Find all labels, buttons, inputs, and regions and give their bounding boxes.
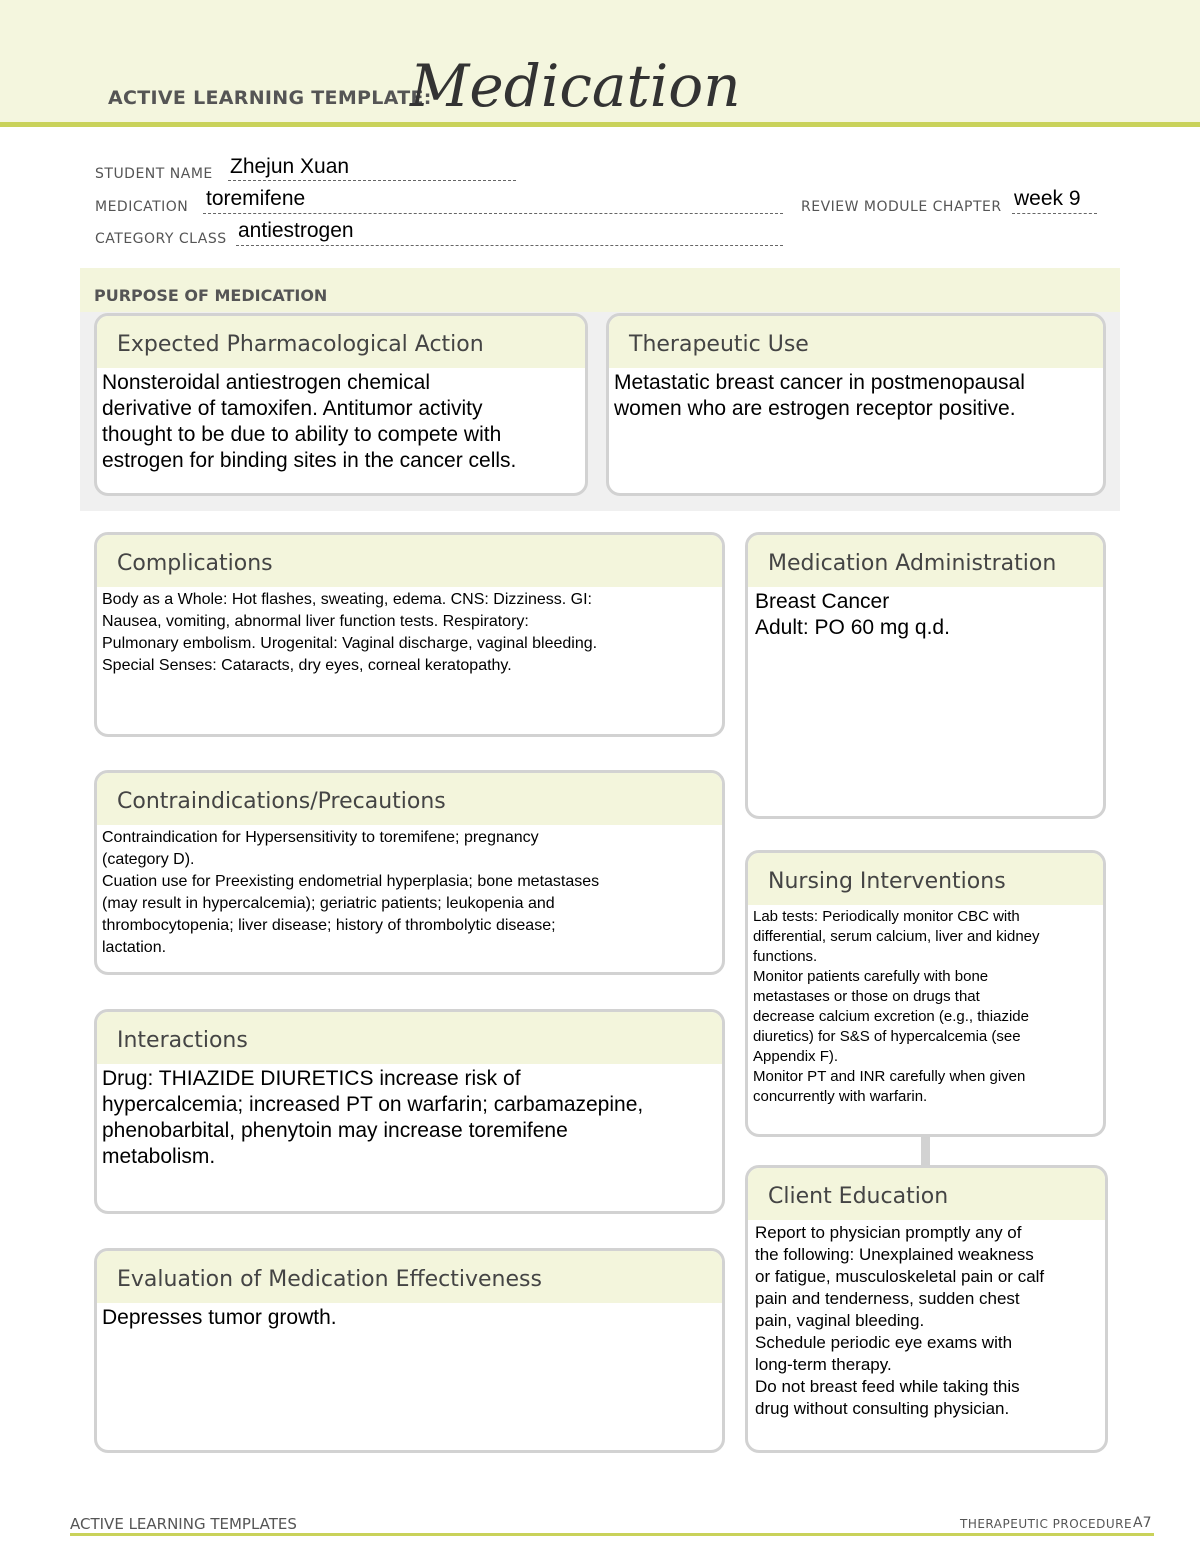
therapeutic-use-text[interactable]: Metastatic breast cancer in postmenopausal women who are estrogen receptor positive. (614, 371, 1025, 420)
complications-text[interactable]: Body as a Whole: Hot flashes, sweating, edema. CNS: Dizziness. GI: Nausea, vomiting, abnormal liver function tests. Respiratory: Pulmonary embolism. Urogenital: Vaginal discharge, vaginal bleeding. Special Senses: Cataracts, dry eyes, corneal keratopathy. (102, 591, 598, 674)
category-class-label: CATEGORY CLASS (95, 231, 227, 247)
nursing-interventions-box (745, 850, 1106, 1137)
administration-text[interactable]: Breast Cancer Adult: PO 60 mg q.d. (755, 590, 950, 639)
interactions-box (94, 1009, 725, 1214)
expected-action-header (97, 316, 585, 368)
review-module-label: REVIEW MODULE CHAPTER (801, 199, 1002, 215)
evaluation-title: Evaluation of Medication Effectiveness (117, 1267, 542, 1292)
footer-left: ACTIVE LEARNING TEMPLATES (70, 1515, 297, 1533)
purpose-title: PURPOSE OF MEDICATION (94, 286, 328, 305)
client-education-title: Client Education (768, 1184, 949, 1209)
medication-line (203, 213, 783, 214)
nursing-interventions-text[interactable]: Lab tests: Periodically monitor CBC with differential, serum calcium, liver and kidney functions. Monitor patients carefully with bone metastases or those on drugs that decrease calcium excretion (e.g., thiazide diuretics) for S&S of hypercalcemia (see Appendix F). Monitor PT and INR carefully when given concurrently with warfarin. (753, 908, 1040, 1105)
category-class-field[interactable]: antiestrogen (238, 219, 354, 242)
contraindications-header (97, 773, 722, 825)
complications-box (94, 532, 725, 737)
medication-field[interactable]: toremifene (206, 187, 306, 210)
expected-action-box (94, 313, 588, 496)
page-number: A7 (1133, 1515, 1152, 1531)
contraindications-box (94, 770, 725, 975)
interactions-header (97, 1012, 722, 1064)
therapeutic-use-title: Therapeutic Use (629, 332, 809, 357)
student-name-field[interactable]: Zhejun Xuan (230, 155, 350, 178)
nursing-interventions-title: Nursing Interventions (768, 869, 1006, 894)
contraindications-title: Contraindications/Precautions (117, 789, 446, 814)
footer-rule (70, 1533, 1154, 1536)
medication-label: MEDICATION (95, 199, 189, 215)
complications-header (97, 535, 722, 587)
evaluation-header (97, 1251, 722, 1303)
complications-title: Complications (117, 551, 273, 576)
client-education-box (745, 1165, 1108, 1453)
client-education-header (748, 1168, 1105, 1220)
expected-action-text[interactable]: Nonsteroidal antiestrogen chemical derivative of tamoxifen. Antitumor activity thought to be due to ability to compete with estrogen for binding sites in the cancer cells. (102, 371, 517, 472)
client-education-text[interactable]: Report to physician promptly any of the following: Unexplained weakness or fatigue, musculoskeletal pain or calf pain and tenderness, sudden chest pain, vaginal bleeding. Schedule periodic eye exams with long-term therapy. Do not breast feed while taking this drug without consulting physician. (755, 1223, 1045, 1418)
student-name-label: STUDENT NAME (95, 166, 213, 182)
administration-box (745, 532, 1106, 819)
student-name-line (228, 180, 516, 181)
footer-right: THERAPEUTIC PROCEDURE (960, 1517, 1133, 1531)
header-rule (0, 122, 1200, 127)
nursing-interventions-header (748, 853, 1103, 905)
administration-title: Medication Administration (768, 551, 1057, 576)
expected-action-title: Expected Pharmacological Action (117, 332, 484, 357)
evaluation-text[interactable]: Depresses tumor growth. (102, 1306, 337, 1329)
interactions-title: Interactions (117, 1028, 248, 1053)
therapeutic-use-box (606, 313, 1106, 496)
category-class-line (236, 245, 783, 246)
connector-bar (921, 1134, 930, 1166)
template-label: ACTIVE LEARNING TEMPLATE: (108, 87, 432, 109)
therapeutic-use-header (609, 316, 1103, 368)
evaluation-box (94, 1248, 725, 1453)
interactions-text[interactable]: Drug: THIAZIDE DIURETICS increase risk of hypercalcemia; increased PT on warfarin; carbamazepine, phenobarbital, phenytoin may increase toremifene metabolism. (102, 1067, 644, 1168)
review-module-line (1012, 213, 1097, 214)
review-module-field[interactable]: week 9 (1014, 187, 1081, 210)
page-title: Medication (410, 52, 741, 120)
administration-header (748, 535, 1103, 587)
contraindications-text[interactable]: Contraindication for Hypersensitivity to toremifene; pregnancy (category D). Cuation use for Preexisting endometrial hyperplasia; bone metastases (may result in hypercalcemia); geriatric patients; leukopenia and thrombocytopenia; liver disease; history of thrombolytic disease; lactation. (102, 829, 600, 956)
